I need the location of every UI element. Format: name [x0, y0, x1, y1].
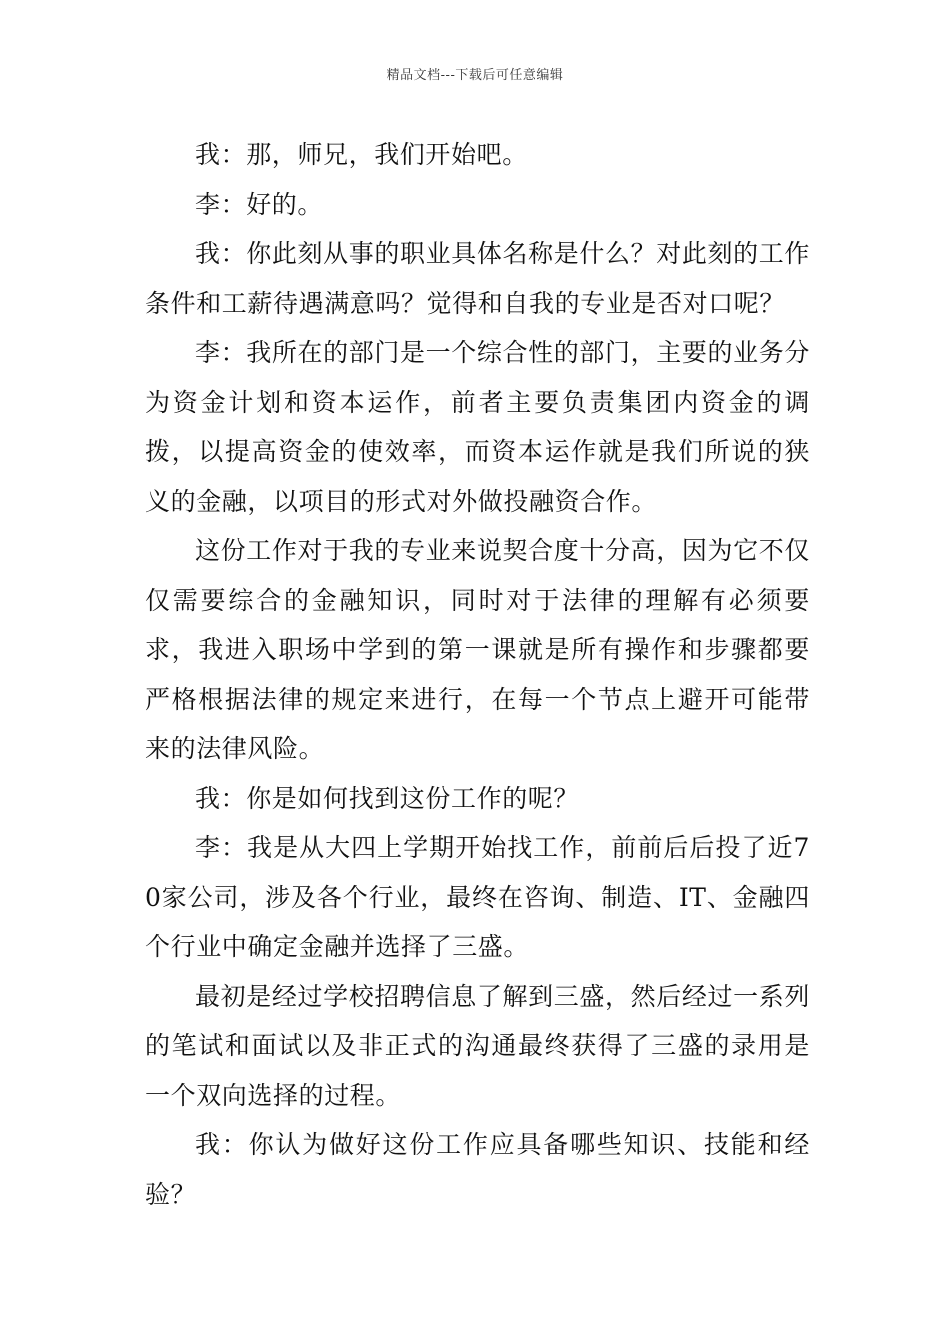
paragraph-3: 我：你此刻从事的职业具体名称是什么？对此刻的工作条件和工薪待遇满意吗？觉得和自我的专业是否对口呢？ — [145, 239, 810, 318]
paragraph-2: 李：好的。 — [195, 189, 324, 219]
page-header: 精品文档---下载后可任意编辑 — [386, 68, 564, 83]
document-body — [145, 130, 810, 1219]
paragraph-1: 我：那，师兄，我们开始吧。 — [195, 140, 528, 169]
paragraph-8: 最初是经过学校招聘信息了解到三盛，然后经过一系列的笔试和面试以及非正式的沟通最终获得了三盛的录用是一个双向选择的过程。 — [145, 981, 810, 1110]
paragraph-4: 李：我所在的部门是一个综合性的部门，主要的业务分为资金计划和资本运作，前者主要负责集团内资金的调拨，以提高资金的使效率，而资本运作就是我们所说的狭义的金融，以项目的形式对外做投融资合作。 — [145, 338, 810, 516]
paragraph-7: 李：我是从大四上学期开始找工作，前前后后投了近70家公司，涉及各个行业，最终在咨询、制造、IT、金融四个行业中确定金融并选择了三盛。 — [145, 833, 810, 961]
paragraph-6: 我：你是如何找到这份工作的呢？ — [195, 783, 580, 813]
paragraph-9: 我：你认为做好这份工作应具备哪些知识、技能和经验？ — [145, 1130, 810, 1209]
paragraph-5: 这份工作对于我的专业来说契合度十分高，因为它不仅仅需要综合的金融知识，同时对于法律的理解有必须要求，我进入职场中学到的第一课就是所有操作和步骤都要严格根据法律的规定来进行，在每一个节点上避开可能带来的法律风险。 — [145, 536, 810, 763]
